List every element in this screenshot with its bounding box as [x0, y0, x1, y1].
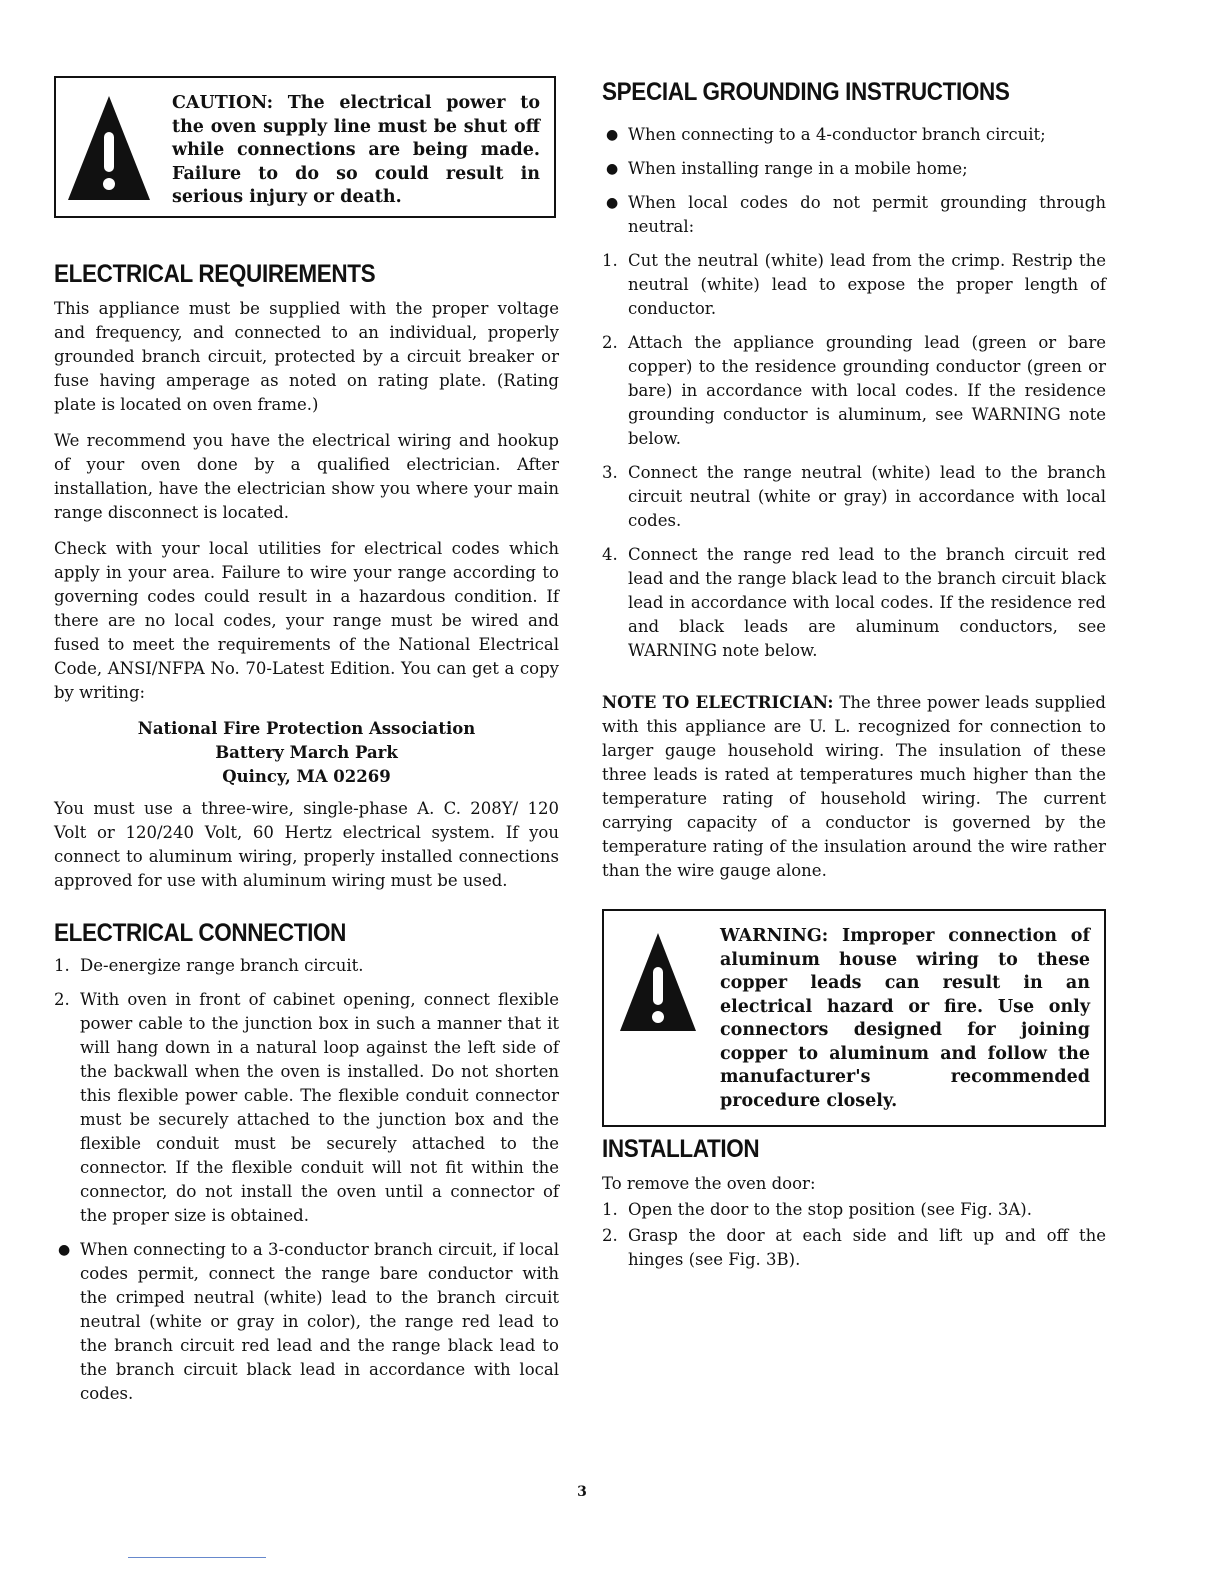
bullet-icon: ●	[606, 195, 619, 211]
installation-heading: INSTALLATION	[602, 1135, 760, 1163]
paragraph: You must use a three-wire, single-phase A. C. 208Y/ 120 Volt or 120/240 Volt, 60 Hertz electrical system. If you connect to aluminum wiring, properly installed connections approved for use with aluminum wiring must be used.	[54, 799, 559, 890]
installation-steps	[602, 1198, 1106, 1272]
list-item	[54, 954, 559, 978]
special-grounding-heading: SPECIAL GROUNDING INSTRUCTIONS	[602, 78, 1010, 106]
note-to-electrician	[602, 691, 1106, 883]
step-text: Connect the range neutral (white) lead to the branch circuit neutral (white or gray) in accordance with local codes.	[628, 463, 1106, 530]
installation-intro: To remove the oven door:	[602, 1174, 816, 1193]
address-line: Quincy, MA 02269	[222, 767, 391, 786]
note-text: The three power leads supplied with this appliance are U. L. recognized for connection to larger gauge household wiring. The insulation of these three leads is rated at temperatures much higher than the temperature rating of household wiring. The current carrying capacity of a conductor is governed by the temperature rating of the insulation around the wire rather than the wire gauge alone.	[602, 693, 1106, 880]
address-line: Battery March Park	[215, 743, 398, 762]
bullet-text: When installing range in a mobile home;	[628, 159, 968, 178]
step-number: 3.	[602, 463, 618, 482]
step-text: Connect the range red lead to the branch circuit red lead and the range black lead to the branch circuit black lead in accordance with local codes. If the residence red and black leads are aluminum conductors, see WARNING note below.	[628, 545, 1106, 660]
list-item	[602, 461, 1106, 533]
connection-steps	[54, 954, 559, 1228]
warning-triangle-icon	[618, 931, 698, 1035]
grounding-bullets	[602, 123, 1106, 239]
caution-box	[54, 76, 556, 218]
bullet-text: When connecting to a 3-conductor branch circuit, if local codes permit, connect the range bare conductor with the crimped neutral (white) lead to the branch circuit neutral (white or gray in color), the range red lead to the branch circuit red lead and the range black lead to the branch circuit black lead in accordance with local codes.	[80, 1240, 559, 1403]
step-number: 1.	[54, 956, 70, 975]
list-item	[602, 331, 1106, 451]
warning-triangle-icon	[66, 94, 152, 204]
electrical-connection-heading: ELECTRICAL CONNECTION	[54, 919, 347, 947]
step-text: Attach the appliance grounding lead (green or bare copper) to the residence grounding conductor (green or bare) in accordance with local codes. If the residence grounding conductor is aluminum, see WARNING note below.	[628, 333, 1106, 448]
left-column	[54, 72, 559, 1416]
address-block	[54, 717, 559, 789]
step-text: With oven in front of cabinet opening, connect flexible power cable to the junction box in such a manner that it will hang down in a natural loop against the left side of the backwall when the oven is installed. Do not shorten this flexible power cable. The flexible conduit connector must be securely attached to the junction box and the flexible conduit must be securely attached to the connector. If the flexible conduit will not fit within the connector, do not install the oven until a connector of the proper size is obtained.	[80, 990, 559, 1225]
bullet-icon: ●	[606, 161, 619, 177]
list-item	[602, 249, 1106, 321]
list-item	[602, 543, 1106, 663]
list-item	[602, 123, 1106, 147]
step-number: 2.	[602, 333, 618, 352]
step-number: 4.	[602, 545, 618, 564]
bullet-text: When local codes do not permit grounding through neutral:	[628, 193, 1106, 236]
step-number: 1.	[602, 1200, 618, 1219]
bullet-text: When connecting to a 4-conductor branch circuit;	[628, 125, 1046, 144]
paragraph: We recommend you have the electrical wiring and hookup of your oven done by a qualified electrician. After installation, have the electrician show you where your main range disconnect is located.	[54, 431, 559, 522]
paragraph: This appliance must be supplied with the proper voltage and frequency, and connected to an individual, properly grounded branch circuit, protected by a circuit breaker or fuse having amperage as noted on rating plate. (Rating plate is located on oven frame.)	[54, 299, 559, 414]
page-number: 3	[577, 1484, 587, 1500]
footer-divider	[128, 1557, 266, 1558]
paragraph: Check with your local utilities for electrical codes which apply in your area. Failure to wire your range according to governing codes could result in a hazardous condition. If there are no local codes, your range must be wired and fused to meet the requirements of the National Electrical Code, ANSI/NFPA No. 70-Latest Edition. You can get a copy by writing:	[54, 539, 559, 702]
bullet-icon: ●	[606, 127, 619, 143]
connection-bullets	[54, 1238, 559, 1406]
address-line: National Fire Protection Association	[137, 719, 476, 738]
right-column	[602, 72, 1106, 1282]
list-item	[54, 988, 559, 1228]
electrical-requirements-heading: ELECTRICAL REQUIREMENTS	[54, 260, 376, 288]
warning-text: WARNING: Improper connection of aluminum house wiring to these copper leads can result in an electrical hazard or fire. Use only connectors designed for joining copper to aluminum and follow the manufacturer's recommended procedure closely.	[720, 926, 1090, 1111]
step-text: Cut the neutral (white) lead from the crimp. Restrip the neutral (white) lead to expose the proper length of conductor.	[628, 251, 1106, 318]
step-text: De-energize range branch circuit.	[80, 956, 364, 975]
bullet-icon: ●	[58, 1242, 71, 1258]
step-number: 2.	[54, 990, 70, 1009]
grounding-steps	[602, 249, 1106, 663]
list-item	[602, 157, 1106, 181]
note-label: NOTE TO ELECTRICIAN:	[602, 693, 834, 712]
warning-box	[602, 909, 1106, 1127]
list-item	[602, 191, 1106, 239]
step-number: 2.	[602, 1226, 618, 1245]
caution-text: CAUTION: The electrical power to the oven supply line must be shut off while connections are being made. Failure to do so could result in serious injury or death.	[172, 93, 540, 207]
list-item	[602, 1224, 1106, 1272]
step-number: 1.	[602, 251, 618, 270]
list-item	[54, 1238, 559, 1406]
list-item	[602, 1198, 1106, 1222]
step-text: Open the door to the stop position (see Fig. 3A).	[628, 1200, 1032, 1219]
step-text: Grasp the door at each side and lift up and off the hinges (see Fig. 3B).	[628, 1226, 1106, 1269]
